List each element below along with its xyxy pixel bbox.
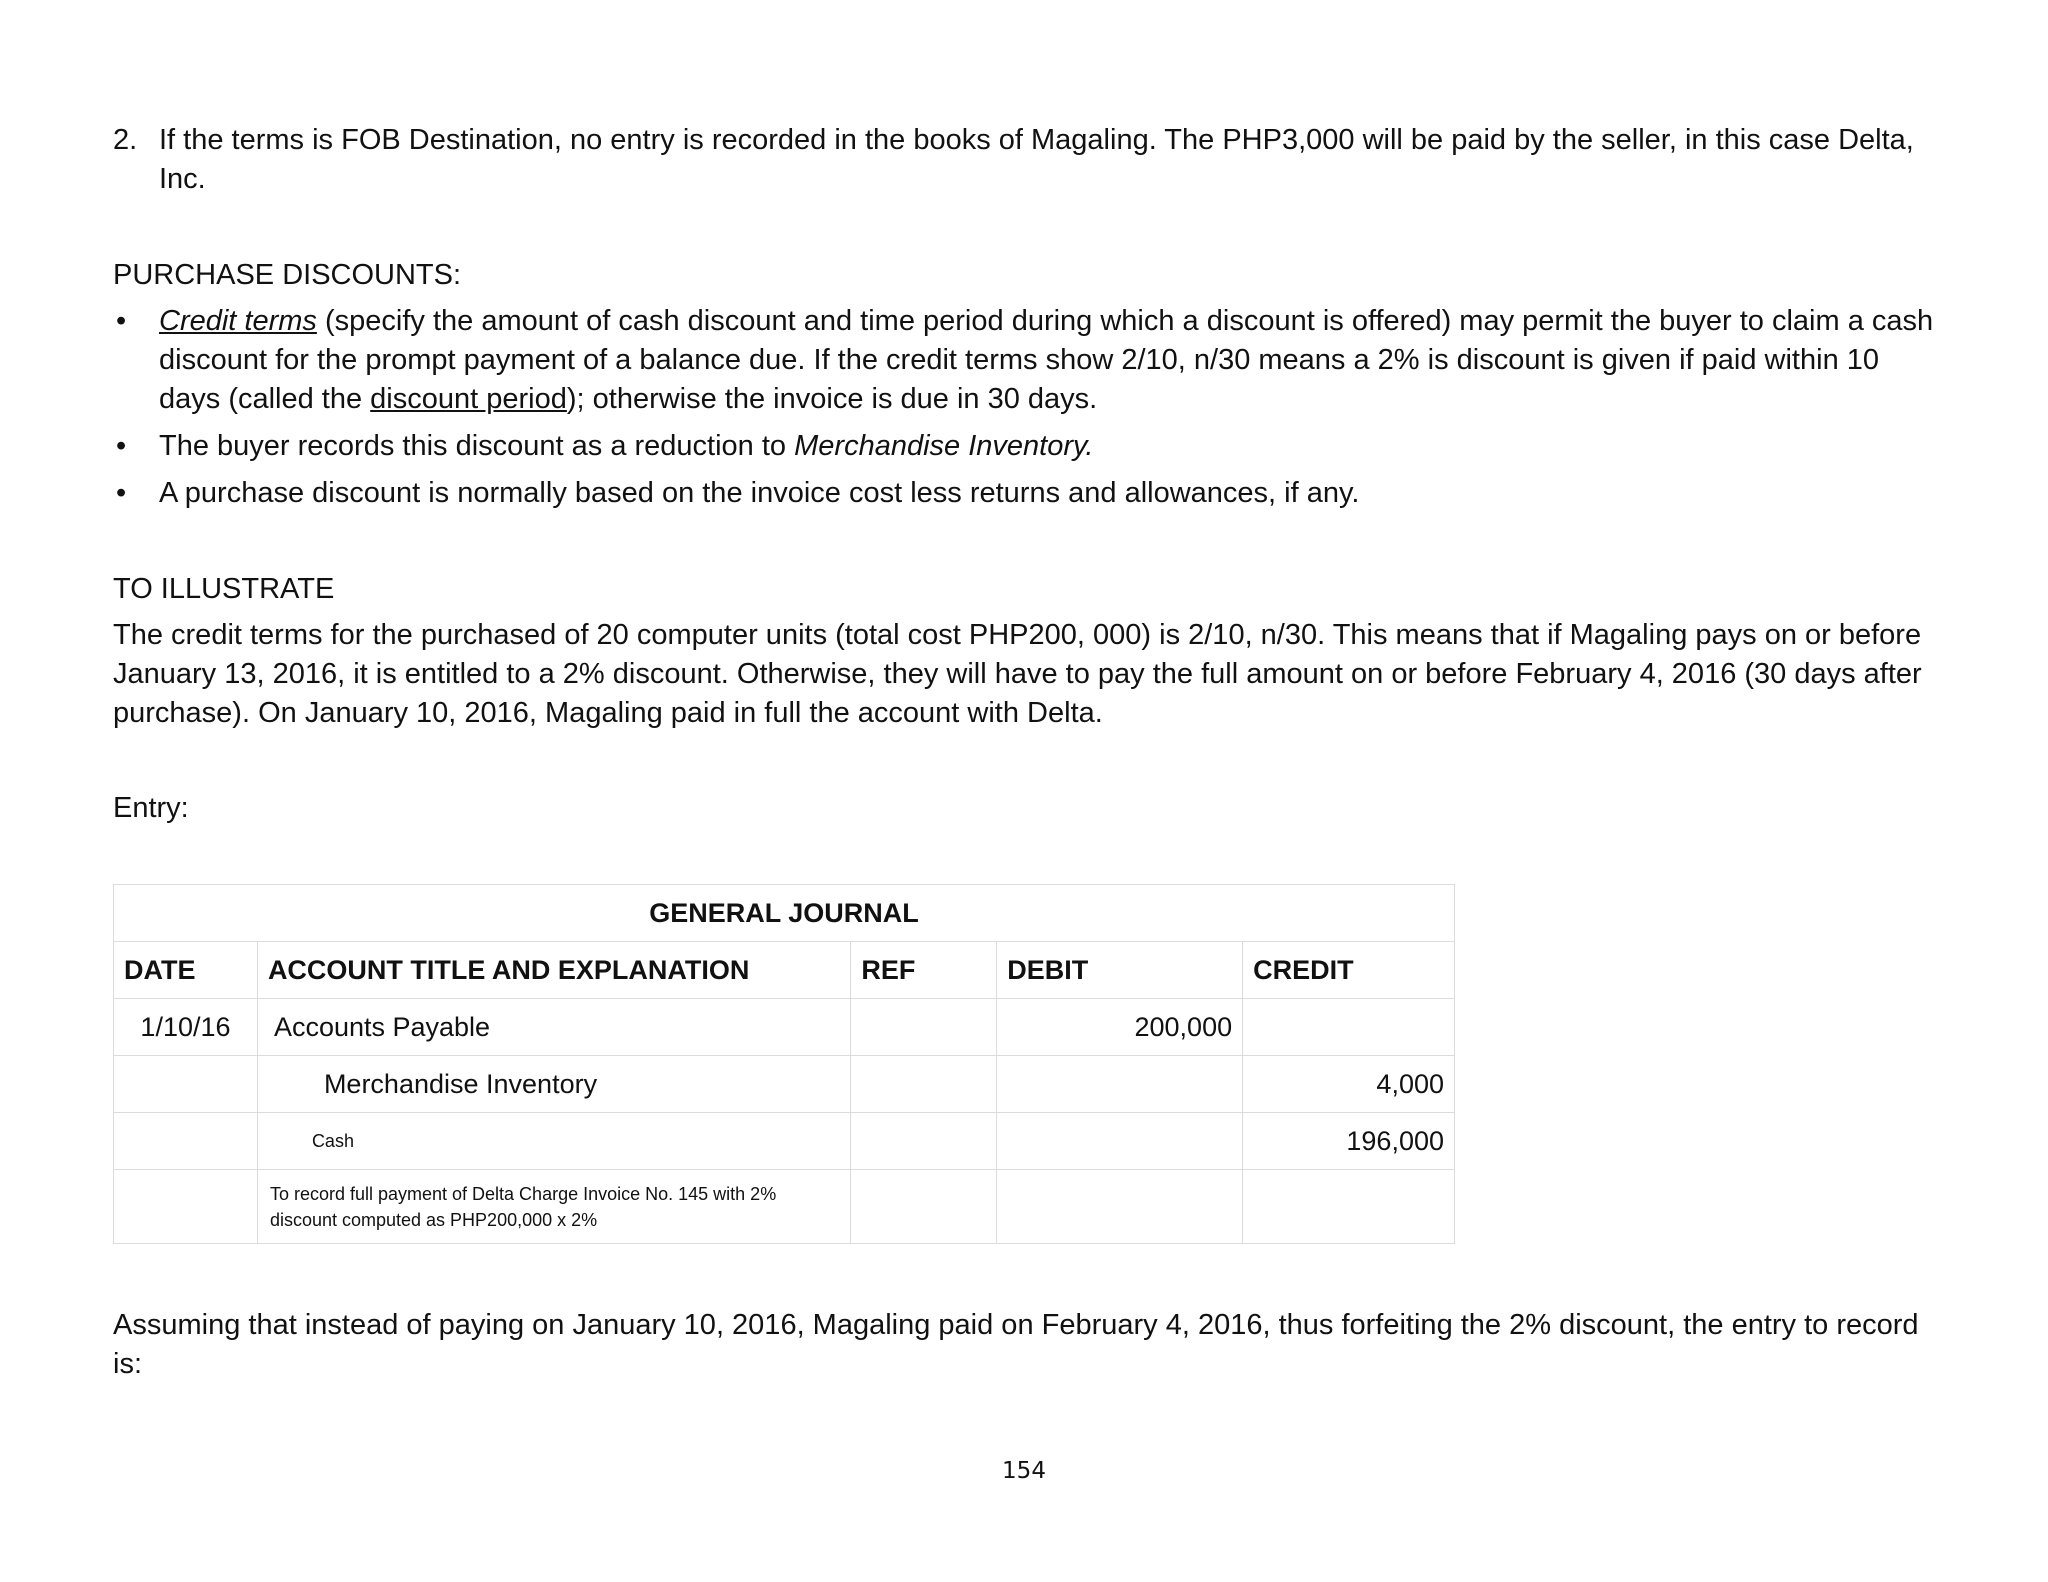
header-date: DATE [114, 942, 258, 999]
entry-label: Entry: [113, 792, 189, 824]
closing-paragraph: Assuming that instead of paying on January 10, 2016, Magaling paid on February 4, 2016, thus forfeiting the 2% discount, the entry to record is: [113, 1309, 1919, 1380]
purchase-discounts-heading: PURCHASE DISCOUNTS: [113, 259, 462, 291]
row-debit [997, 1113, 1243, 1170]
item-number: 2. [113, 124, 138, 156]
row-credit [1243, 999, 1455, 1056]
row-credit: 4,000 [1243, 1056, 1455, 1113]
illustrate-paragraph: The credit terms for the purchased of 20 computer units (total cost PHP200, 000) is 2/10, n/30. This means that if Magaling pays on or before January 13, 2016, it is entitled to a 2% discount. Otherwise, they will have to pay the full amount on or before February 4, 2016 (30 days after purchase). On January 10, 2016, Magaling paid in full the account with Delta. [113, 619, 1922, 729]
row-account: Merchandise Inventory [257, 1056, 850, 1113]
credit-terms-text-b: ); otherwise the invoice is due in 30 days. [566, 383, 1098, 415]
bullet-credit-terms [113, 302, 1943, 419]
numbered-item-2 [113, 121, 1943, 199]
explanation-line-2: discount computed as PHP200,000 x 2% [269, 1209, 598, 1230]
row-date [114, 1056, 258, 1113]
row-date [114, 1113, 258, 1170]
journal-title: GENERAL JOURNAL [114, 885, 1455, 942]
explanation-credit-cell [1243, 1170, 1455, 1244]
row-ref [851, 999, 997, 1056]
bullet-purchase-discount-basis [113, 474, 1943, 513]
explanation-debit-cell [997, 1170, 1243, 1244]
row-debit: 200,000 [997, 999, 1243, 1056]
merchandise-inventory-term: Merchandise Inventory. [794, 430, 1094, 462]
row-ref [851, 1056, 997, 1113]
journal-header-row [114, 942, 1455, 999]
bullet-icon: • [116, 477, 127, 509]
explanation-row [114, 1170, 1455, 1244]
explanation-date-cell [114, 1170, 258, 1244]
table-row [114, 999, 1455, 1056]
table-row [114, 1113, 1455, 1170]
general-journal-table [113, 884, 1455, 1244]
header-account: ACCOUNT TITLE AND EXPLANATION [257, 942, 850, 999]
explanation-ref-cell [851, 1170, 997, 1244]
bullet-icon: • [116, 430, 127, 462]
row-credit: 196,000 [1243, 1113, 1455, 1170]
header-ref: REF [851, 942, 997, 999]
journal-title-row [114, 885, 1455, 942]
bullet-icon: • [116, 305, 127, 337]
bullet-buyer-records [113, 427, 1943, 466]
row-date: 1/10/16 [114, 999, 258, 1056]
header-debit: DEBIT [997, 942, 1243, 999]
page-number: 154 [1002, 1458, 1046, 1484]
purchase-discounts-list [113, 302, 1943, 521]
explanation-line-1: To record full payment of Delta Charge Invoice No. 145 with 2% [269, 1183, 777, 1204]
row-account: Cash [257, 1113, 850, 1170]
discount-period-term: discount period [370, 383, 567, 415]
row-debit [997, 1056, 1243, 1113]
buyer-records-text: The buyer records this discount as a reduction to [159, 430, 795, 462]
row-ref [851, 1113, 997, 1170]
header-credit: CREDIT [1243, 942, 1455, 999]
table-row [114, 1056, 1455, 1113]
explanation-cell [257, 1170, 850, 1244]
illustrate-heading: TO ILLUSTRATE [113, 573, 335, 605]
item-text: If the terms is FOB Destination, no entry is recorded in the books of Magaling. The PHP3,000 will be paid by the seller, in this case Delta, Inc. [159, 124, 1914, 195]
purchase-discount-basis-text: A purchase discount is normally based on the invoice cost less returns and allowances, if any. [159, 477, 1360, 509]
credit-terms-text-a: (specify the amount of cash discount and time period during which a discount is offered) may permit the buyer to claim a cash discount for the prompt payment of a balance due. If the credit terms show 2/10, n/30 means a 2% is discount is given if paid within 10 days (called the [159, 305, 1934, 415]
credit-terms-term: Credit terms [159, 305, 317, 337]
row-account: Accounts Payable [257, 999, 850, 1056]
